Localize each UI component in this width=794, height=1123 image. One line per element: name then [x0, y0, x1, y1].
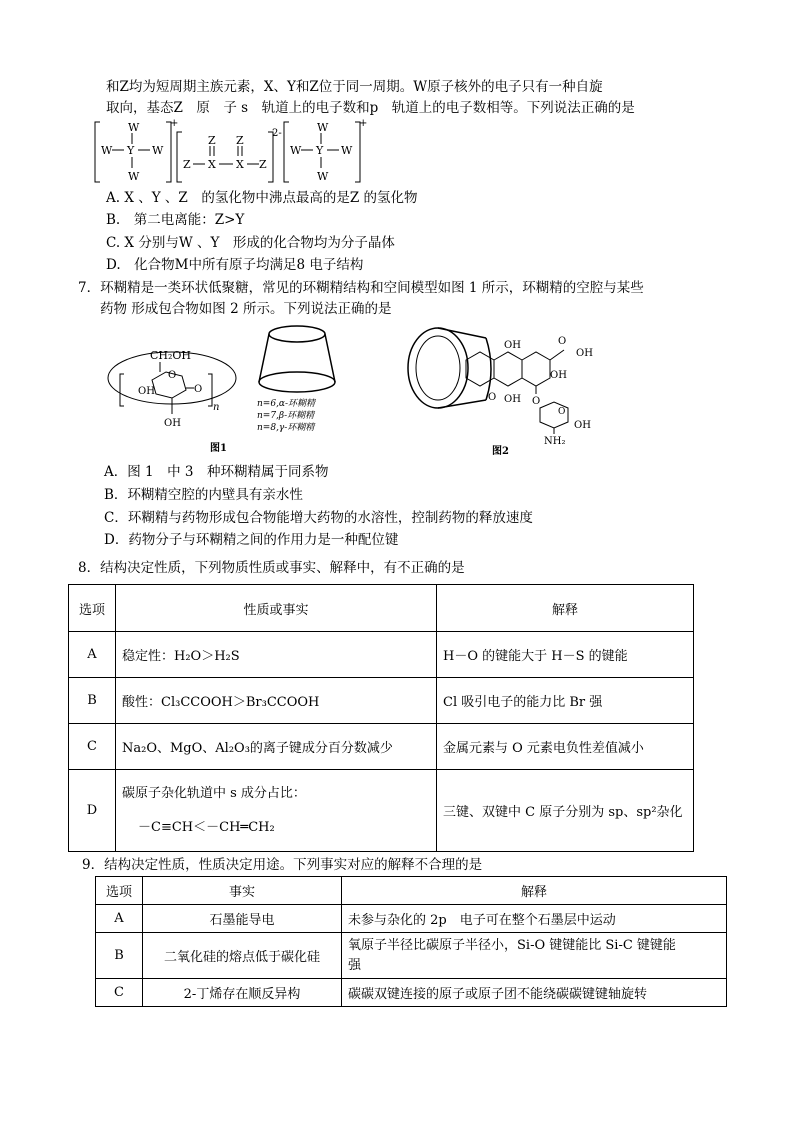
row-option: C [96, 979, 143, 1007]
atom-w: W [128, 170, 140, 183]
row-reason: 碳碳双键连接的原子或原子团不能绕碳碳键键轴旋转 [342, 979, 727, 1007]
q9-table [95, 876, 727, 1007]
q7-option-a: A．图 1 中 3 种环糊精属于同系物 [104, 464, 329, 480]
fig2-oh: OH [576, 348, 593, 359]
row-reason: 未参与杂化的 2p 电子可在整个石墨层中运动 [342, 905, 727, 933]
table-row [69, 724, 694, 770]
table-row [69, 770, 694, 852]
row-fact: 酸性：Cl₃CCOOH＞Br₃CCOOH [116, 678, 437, 724]
atom-z: Z [259, 158, 267, 171]
figure-2-inclusion-complex [400, 320, 610, 458]
row-reason: 三键、双键中 C 原子分别为 sp、sp²杂化 [437, 770, 694, 852]
q6-option-c: C. X 分别与W 、Y 形成的化合物均为分子晶体 [106, 235, 395, 251]
atom-z: Z [236, 134, 244, 147]
anion-charge: 2- [272, 128, 282, 139]
fig1-ring-o: O [168, 370, 177, 381]
row-option: D [69, 770, 116, 852]
q8-stem: 8．结构决定性质，下列物质性质或事实、解释中，有不正确的是 [78, 560, 465, 576]
row-fact: Na₂O、MgO、Al₂O₃的离子键成分百分数减少 [116, 724, 437, 770]
q8-table [68, 584, 694, 852]
row-option: B [69, 678, 116, 724]
row-option: A [96, 905, 143, 933]
fig2-nh2: NH₂ [544, 436, 566, 447]
q7-option-b: B．环糊精空腔的内壁具有亲水性 [104, 487, 303, 503]
fig2-ring-o: O [558, 407, 566, 417]
q9-stem: 9．结构决定性质，性质决定用途。下列事实对应的解释不合理的是 [82, 857, 483, 873]
row-fact: 2-丁烯存在顺反异构 [143, 979, 342, 1007]
q6-option-b: B. 第二电离能：Z>Y [106, 212, 245, 228]
q6-stem-line1: 和Z均为短周期主族元素，X、Y和Z位于同一周期。W原子核外的电子只有一种自旋 [106, 79, 603, 95]
cation-charge-2: + [359, 118, 368, 129]
fig2-oh: OH [550, 370, 567, 381]
atom-w: W [101, 144, 113, 157]
fig1-oh: OH [138, 386, 155, 397]
row-reason: H－O 的键能大于 H－S 的键能 [437, 632, 694, 678]
header-fact: 性质或事实 [116, 585, 437, 632]
fig1-legend-alpha: n=6,α-环糊精 [257, 399, 316, 409]
atom-w: W [341, 144, 353, 157]
fig1-oh: OH [164, 418, 181, 429]
atom-w: W [128, 121, 140, 134]
fig1-glycosidic-o: O [194, 384, 203, 395]
fig1-n: n [213, 402, 220, 413]
atom-w: W [290, 144, 302, 157]
row-fact: 稳定性：H₂O＞H₂S [116, 632, 437, 678]
table-row [96, 905, 727, 933]
atom-y: Y [316, 144, 324, 157]
fig1-legend-beta: n=7,β-环糊精 [257, 411, 315, 421]
q6-option-a: A. X 、Y 、Z 的氢化物中沸点最高的是Z 的氢化物 [106, 190, 418, 206]
header-option: 选项 [69, 585, 116, 632]
row-fact-comparison: －C≡CH＜－CH═CH₂ [138, 819, 275, 835]
cation-charge-1: + [170, 118, 179, 129]
row-reason: 氧原子半径比碳原子半径小，Si-O 键键能比 Si-C 键键能 [348, 937, 676, 953]
q6-option-d: D. 化合物M中所有原子均满足8 电子结构 [106, 257, 364, 273]
header-reason: 解释 [437, 585, 694, 632]
q6-stem-line2: 取向，基态Z 原 子 s 轨道上的电子数和p 轨道上的电子数相等。下列说法正确的是 [106, 100, 635, 116]
fig1-caption: 图1 [210, 443, 227, 454]
atom-y: Y [127, 144, 135, 157]
header-reason: 解释 [342, 877, 727, 905]
fig1-legend-gamma: n=8,γ-环糊精 [257, 423, 315, 433]
fig2-o: O [488, 392, 497, 403]
q7-stem-line2: 药物 形成包合物如图 2 所示。下列说法正确的是 [100, 301, 392, 317]
table-row [96, 933, 727, 979]
row-option: B [96, 933, 143, 979]
figure-1-cyclodextrin [102, 318, 352, 458]
row-fact: 石墨能导电 [143, 905, 342, 933]
table-row [96, 979, 727, 1007]
row-reason: Cl 吸引电子的能力比 Br 强 [437, 678, 694, 724]
header-fact: 事实 [143, 877, 342, 905]
atom-x: X [208, 158, 216, 171]
header-option: 选项 [96, 877, 143, 905]
atom-z: Z [183, 158, 191, 171]
row-fact-cell [116, 770, 437, 852]
fig2-o: O [532, 396, 541, 407]
q7-stem-line1: 7．环糊精是一类环状低聚糖，常见的环糊精结构和空间模型如图 1 所示，环糊精的空腔与某些 [78, 280, 644, 296]
row-option: A [69, 632, 116, 678]
table-row [69, 678, 694, 724]
row-reason-cont: 强 [348, 957, 362, 973]
fig2-caption: 图2 [492, 446, 509, 457]
atom-w: W [152, 144, 164, 157]
fig1-ch2oh: CH₂OH [150, 349, 192, 362]
row-reason: 金属元素与 O 元素电负性差值减小 [437, 724, 694, 770]
fig2-oh: OH [504, 394, 521, 405]
row-option: C [69, 724, 116, 770]
row-reason-cell [342, 933, 727, 979]
table-row [69, 632, 694, 678]
fig2-oh: OH [504, 340, 521, 351]
row-fact: 碳原子杂化轨道中 s 成分占比： [122, 785, 306, 801]
fig2-o: O [558, 336, 567, 347]
table-header-row [96, 877, 727, 905]
fig2-oh: OH [574, 420, 591, 431]
table-header-row [69, 585, 694, 632]
compound-m-structure [92, 118, 372, 186]
atom-x: X [236, 158, 244, 171]
atom-z: Z [208, 134, 216, 147]
q7-option-d: D．药物分子与环糊精之间的作用力是一种配位键 [104, 532, 399, 548]
atom-w: W [317, 121, 329, 134]
row-fact: 二氧化硅的熔点低于碳化硅 [143, 933, 342, 979]
q7-option-c: C．环糊精与药物形成包合物能增大药物的水溶性，控制药物的释放速度 [104, 510, 533, 526]
atom-w: W [317, 170, 329, 183]
